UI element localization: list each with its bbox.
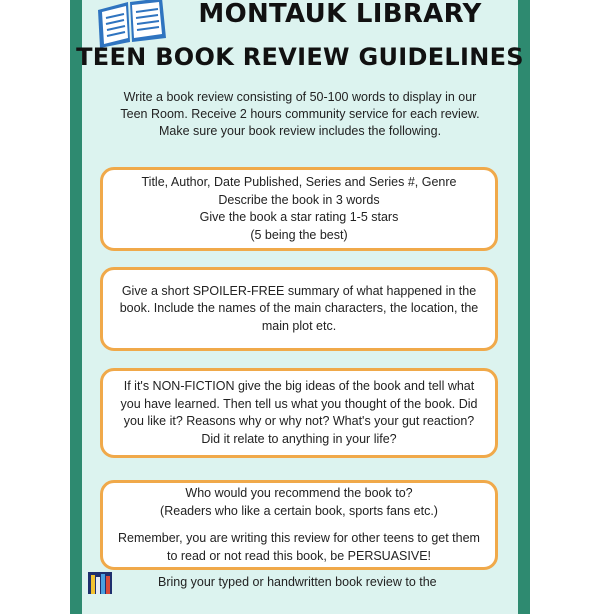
guideline-line: book. Include the names of the main characters, the location, the xyxy=(119,301,479,316)
guideline-line: Give a short SPOILER-FREE summary of what happened in the xyxy=(121,283,477,298)
footer-text: Bring your typed or handwritten book review to the xyxy=(158,575,437,589)
guideline-line: Give the book a star rating 1-5 stars xyxy=(199,210,399,224)
page-subtitle: TEEN BOOK REVIEW GUIDELINES xyxy=(76,43,524,71)
guideline-line: Describe the book in 3 words xyxy=(218,192,380,207)
guideline-line: Did it relate to anything in your life? xyxy=(201,431,397,446)
guideline-line: Title, Author, Date Published, Series and Series #, Genre xyxy=(141,175,457,189)
guideline-line: you like it? Reasons why or why not? What's your gut reaction? xyxy=(123,414,475,428)
page-title: MONTAUK LIBRARY xyxy=(198,0,482,29)
intro-text xyxy=(100,89,500,140)
guideline-line: (5 being the best) xyxy=(250,227,348,242)
poster-border xyxy=(70,0,530,614)
guideline-line: (Readers who like a certain book, sports fans etc.) xyxy=(160,503,438,518)
intro-line: Make sure your book review includes the following. xyxy=(158,124,442,138)
guideline-box-summary xyxy=(100,267,498,351)
intro-line: Teen Room. Receive 2 hours community service for each review. xyxy=(120,107,480,121)
guideline-line: main plot etc. xyxy=(261,318,337,333)
intro-line: Write a book review consisting of 50-100 words to display in our xyxy=(123,90,477,104)
books-icon xyxy=(88,572,112,594)
guideline-line: you have learned. Then tell us what you thought of the book. Did xyxy=(120,396,478,411)
guideline-line: to read or not read this book, be PERSUASIVE! xyxy=(166,548,432,563)
guideline-box-nonfiction xyxy=(100,368,498,458)
guideline-line: Who would you recommend the book to? xyxy=(185,486,413,500)
guideline-box-basics xyxy=(100,167,498,251)
guideline-line: If it's NON-FICTION give the big ideas of the book and tell what xyxy=(123,379,475,393)
guideline-line: Remember, you are writing this review for other teens to get them xyxy=(118,531,480,545)
guideline-box-recommend xyxy=(100,480,498,570)
